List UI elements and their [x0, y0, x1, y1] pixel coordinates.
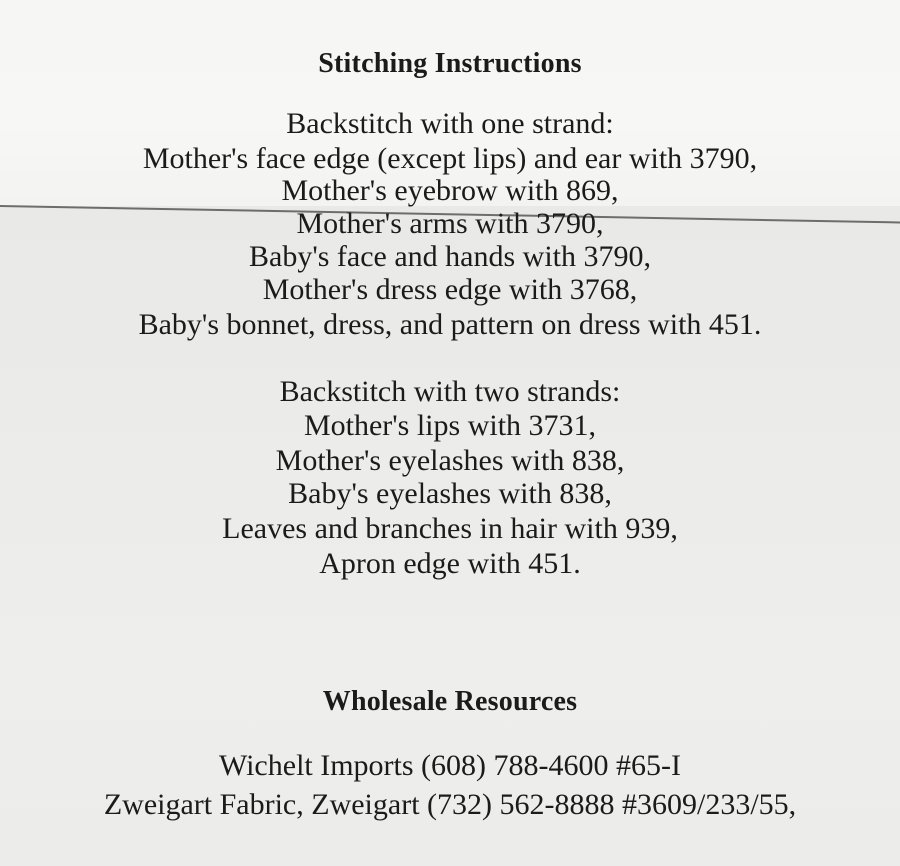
two-strand-header: Backstitch with two strands:	[279, 375, 621, 408]
wholesale-resources-title: Wholesale Resources	[322, 686, 578, 717]
one-strand-item: Mother's arms with 3790,	[296, 207, 604, 240]
one-strand-item: Baby's face and hands with 3790,	[249, 240, 651, 273]
two-strand-item: Apron edge with 451.	[319, 547, 581, 580]
stitching-instructions-title: Stitching Instructions	[318, 48, 582, 79]
two-strand-item: Mother's eyelashes with 838,	[275, 444, 625, 477]
resource-item: Zweigart Fabric, Zweigart (732) 562-8888 #3609/233/55,	[103, 788, 797, 821]
two-strand-item: Mother's lips with 3731,	[303, 409, 597, 442]
resource-item: Wichelt Imports (608) 788-4600 #65-I	[218, 749, 682, 782]
two-strand-item: Baby's eyelashes with 838,	[288, 477, 612, 510]
two-strand-item: Leaves and branches in hair with 939,	[222, 512, 678, 545]
one-strand-header: Backstitch with one strand:	[286, 107, 614, 140]
one-strand-item: Baby's bonnet, dress, and pattern on dress with 451.	[138, 308, 762, 341]
one-strand-item: Mother's face edge (except lips) and ear with 3790,	[142, 142, 758, 175]
one-strand-item: Mother's dress edge with 3768,	[262, 273, 638, 306]
one-strand-item: Mother's eyebrow with 869,	[281, 174, 619, 207]
